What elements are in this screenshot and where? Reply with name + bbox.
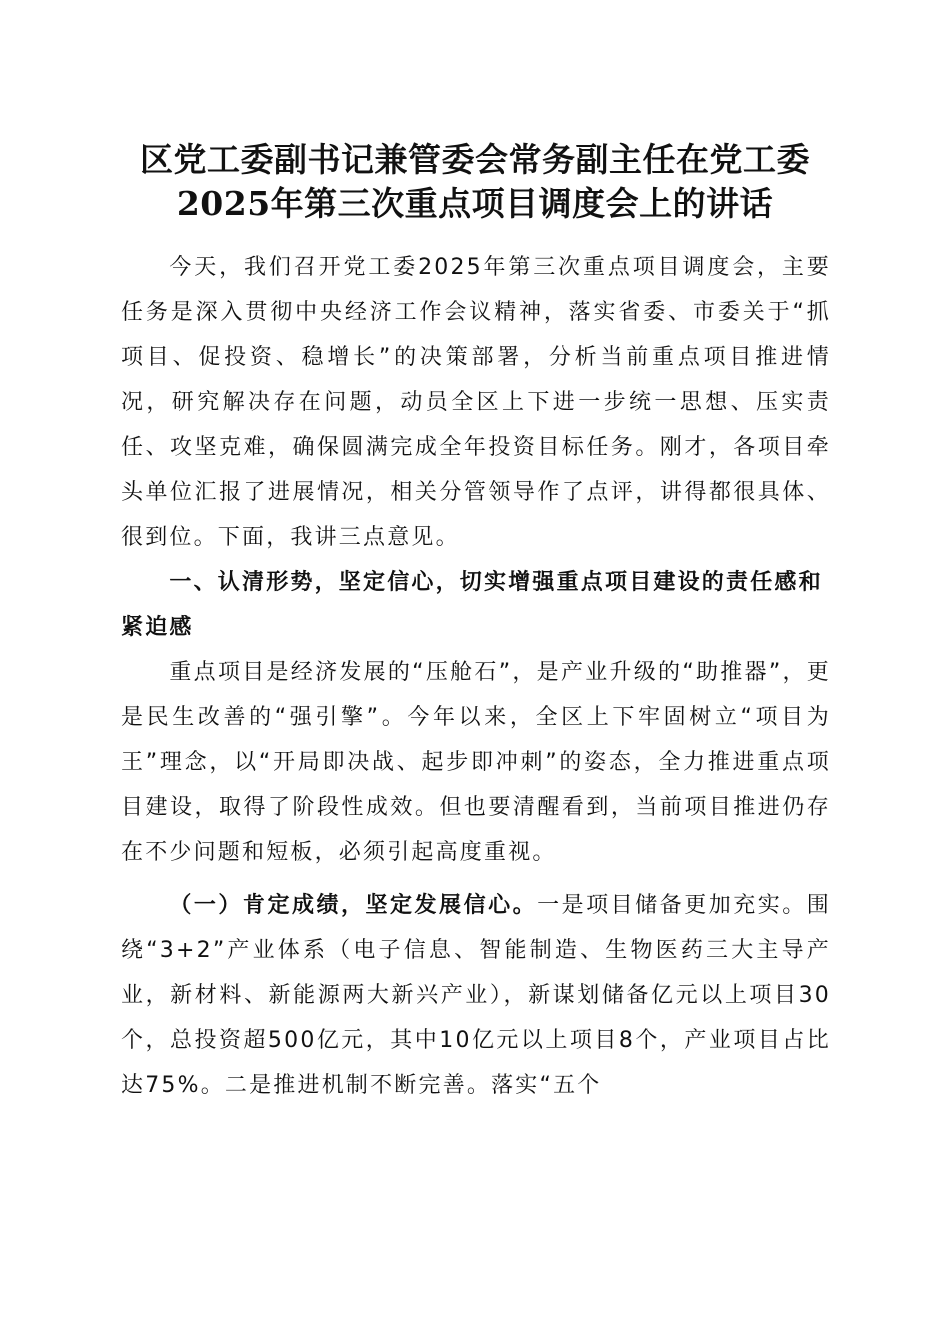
paragraph-spacer (121, 875, 831, 883)
subsection-paragraph (121, 883, 831, 1108)
section-heading: 一、认清形势，坚定信心，切实增强重点项目建设的责任感和紧迫感 (121, 570, 823, 640)
subsection-text: 一是项目储备更加充实。围绕“3+2”产业体系（电子信息、智能制造、生物医药三大主导产业，新材料、新能源两大新兴产业），新谋划储备亿元以上项目30个，总投资超500亿元，其中10亿元以上项目8个，产业项目占比达75%。二是推进机制不断完善。落实“五个 (121, 893, 831, 1098)
intro-paragraph: 今天，我们召开党工委2025年第三次重点项目调度会，主要任务是深入贯彻中央经济工作会议精神，落实省委、市委关于“抓项目、促投资、稳增长”的决策部署，分析当前重点项目推进情况，研究解决存在问题，动员全区上下进一步统一思想、压实责任、攻坚克难，确保圆满完成全年投资目标任务。刚才，各项目牵头单位汇报了进展情况，相关分管领导作了点评，讲得都很具体、很到位。下面，我讲三点意见。 (121, 255, 831, 550)
section-paragraph: 重点项目是经济发展的“压舱石”，是产业升级的“助推器”，更是民生改善的“强引擎”。今年以来，全区上下牢固树立“项目为王”理念，以“开局即决战、起步即冲刺”的姿态，全力推进重点项目建设，取得了阶段性成效。但也要清醒看到，当前项目推进仍存在不少问题和短板，必须引起高度重视。 (121, 660, 831, 865)
document-title-line1: 区党工委副书记兼管委会常务副主任在党工委 (140, 140, 810, 179)
document-title-line2: 2025年第三次重点项目调度会上的讲话 (176, 184, 774, 223)
document-body (121, 245, 831, 1108)
subsection-lead: （一）肯定成绩，坚定发展信心。 (169, 893, 538, 918)
